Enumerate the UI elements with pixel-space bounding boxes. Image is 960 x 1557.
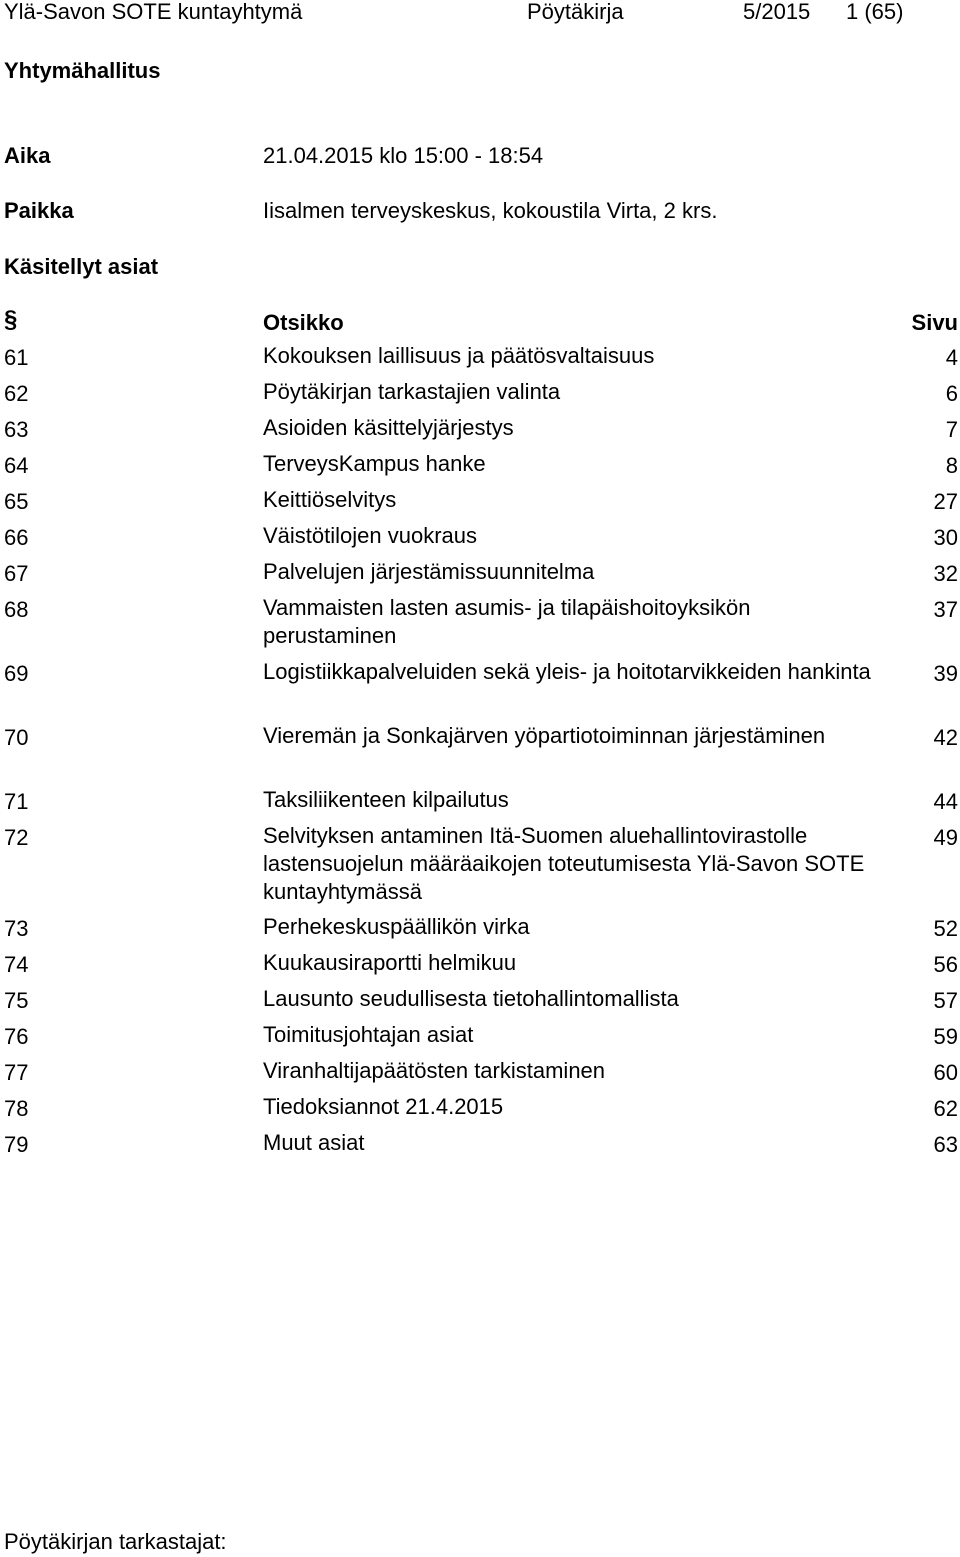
place-value: Iisalmen terveyskeskus, kokoustila Virta, 2 krs. (263, 198, 718, 223)
item-title: Perhekeskuspäällikön virka (263, 914, 530, 939)
page-number: 60 (933, 1060, 958, 1085)
title-column-header: Otsikko (263, 310, 344, 335)
item-title: TerveysKampus hanke (263, 451, 486, 476)
item-title: Keittiöselvitys (263, 487, 397, 512)
section-number: 76 (4, 1024, 29, 1049)
time-label: Aika (4, 143, 51, 168)
governing-body: Yhtymähallitus (4, 58, 161, 83)
section-sign-icon: § (4, 306, 18, 333)
section-number: 69 (4, 661, 29, 686)
section-number: 62 (4, 381, 29, 406)
item-title: Vieremän ja Sonkajärven yöpartiotoiminnan järjestäminen (263, 723, 826, 748)
page-number: 37 (933, 597, 958, 622)
page-number: 4 (945, 345, 958, 370)
item-title: Muut asiat (263, 1130, 365, 1155)
item-title: Tiedoksiannot 21.4.2015 (263, 1094, 504, 1119)
section-number: 63 (4, 417, 29, 442)
organization-name: Ylä-Savon SOTE kuntayhtymä (4, 0, 303, 24)
page-number: 56 (933, 952, 958, 977)
section-number: 70 (4, 725, 29, 750)
page-number: 59 (933, 1024, 958, 1049)
page-number: 8 (945, 453, 958, 478)
item-title: Kuukausiraportti helmikuu (263, 950, 517, 975)
page-number: 39 (933, 661, 958, 686)
item-title: Logistiikkapalveluiden sekä yleis- ja hoitotarvikkeiden hankinta (263, 659, 871, 684)
item-title: Kokouksen laillisuus ja päätösvaltaisuus (263, 343, 655, 368)
page-info: 1 (65) (846, 0, 904, 24)
section-number: 71 (4, 789, 29, 814)
page-number: 49 (933, 825, 958, 850)
page-number: 30 (933, 525, 958, 550)
section-number: 65 (4, 489, 29, 514)
document-number: 5/2015 (743, 0, 811, 24)
item-title: Palvelujen järjestämissuunnitelma (263, 559, 595, 584)
page-number: 63 (933, 1132, 958, 1157)
section-number: 72 (4, 825, 29, 850)
place-label: Paikka (4, 198, 74, 223)
item-title: Vammaisten lasten asumis- ja tilapäishoitoyksikön perustaminen (263, 595, 751, 648)
section-number: 73 (4, 916, 29, 941)
page-number: 27 (933, 489, 958, 514)
page-number: 6 (945, 381, 958, 406)
item-title: Lausunto seudullisesta tietohallintomallista (263, 986, 679, 1011)
handled-items-heading: Käsitellyt asiat (4, 254, 159, 279)
section-number: 61 (4, 345, 29, 370)
item-title: Selvityksen antaminen Itä-Suomen aluehallintovirastolle lastensuojelun määräaikojen toteutumisesta Ylä-Savon SOTE kuntayhtymässä (263, 823, 865, 904)
item-title: Taksiliikenteen kilpailutus (263, 787, 509, 812)
section-number: 77 (4, 1060, 29, 1085)
section-number: 74 (4, 952, 29, 977)
section-number: 67 (4, 561, 29, 586)
time-value: 21.04.2015 klo 15:00 - 18:54 (263, 143, 544, 168)
section-number: 66 (4, 525, 29, 550)
item-title: Asioiden käsittelyjärjestys (263, 415, 514, 440)
section-number: 78 (4, 1096, 29, 1121)
document-type: Pöytäkirja (527, 0, 624, 24)
item-title: Toimitusjohtajan asiat (263, 1022, 474, 1047)
page-number: 62 (933, 1096, 958, 1121)
page-number: 52 (933, 916, 958, 941)
item-title: Väistötilojen vuokraus (263, 523, 478, 548)
section-number: 75 (4, 988, 29, 1013)
item-title: Pöytäkirjan tarkastajien valinta (263, 379, 561, 404)
page-number: 57 (933, 988, 958, 1013)
section-number: 68 (4, 597, 29, 622)
section-number: 79 (4, 1132, 29, 1157)
page-number: 42 (933, 725, 958, 750)
page-number: 44 (933, 789, 958, 814)
item-title: Viranhaltijapäätösten tarkistaminen (263, 1058, 606, 1083)
page-column-header: Sivu (911, 310, 958, 335)
section-number: 64 (4, 453, 29, 478)
reviewers-label: Pöytäkirjan tarkastajat: (4, 1529, 227, 1554)
page-number: 32 (933, 561, 958, 586)
page-number: 7 (945, 417, 958, 442)
